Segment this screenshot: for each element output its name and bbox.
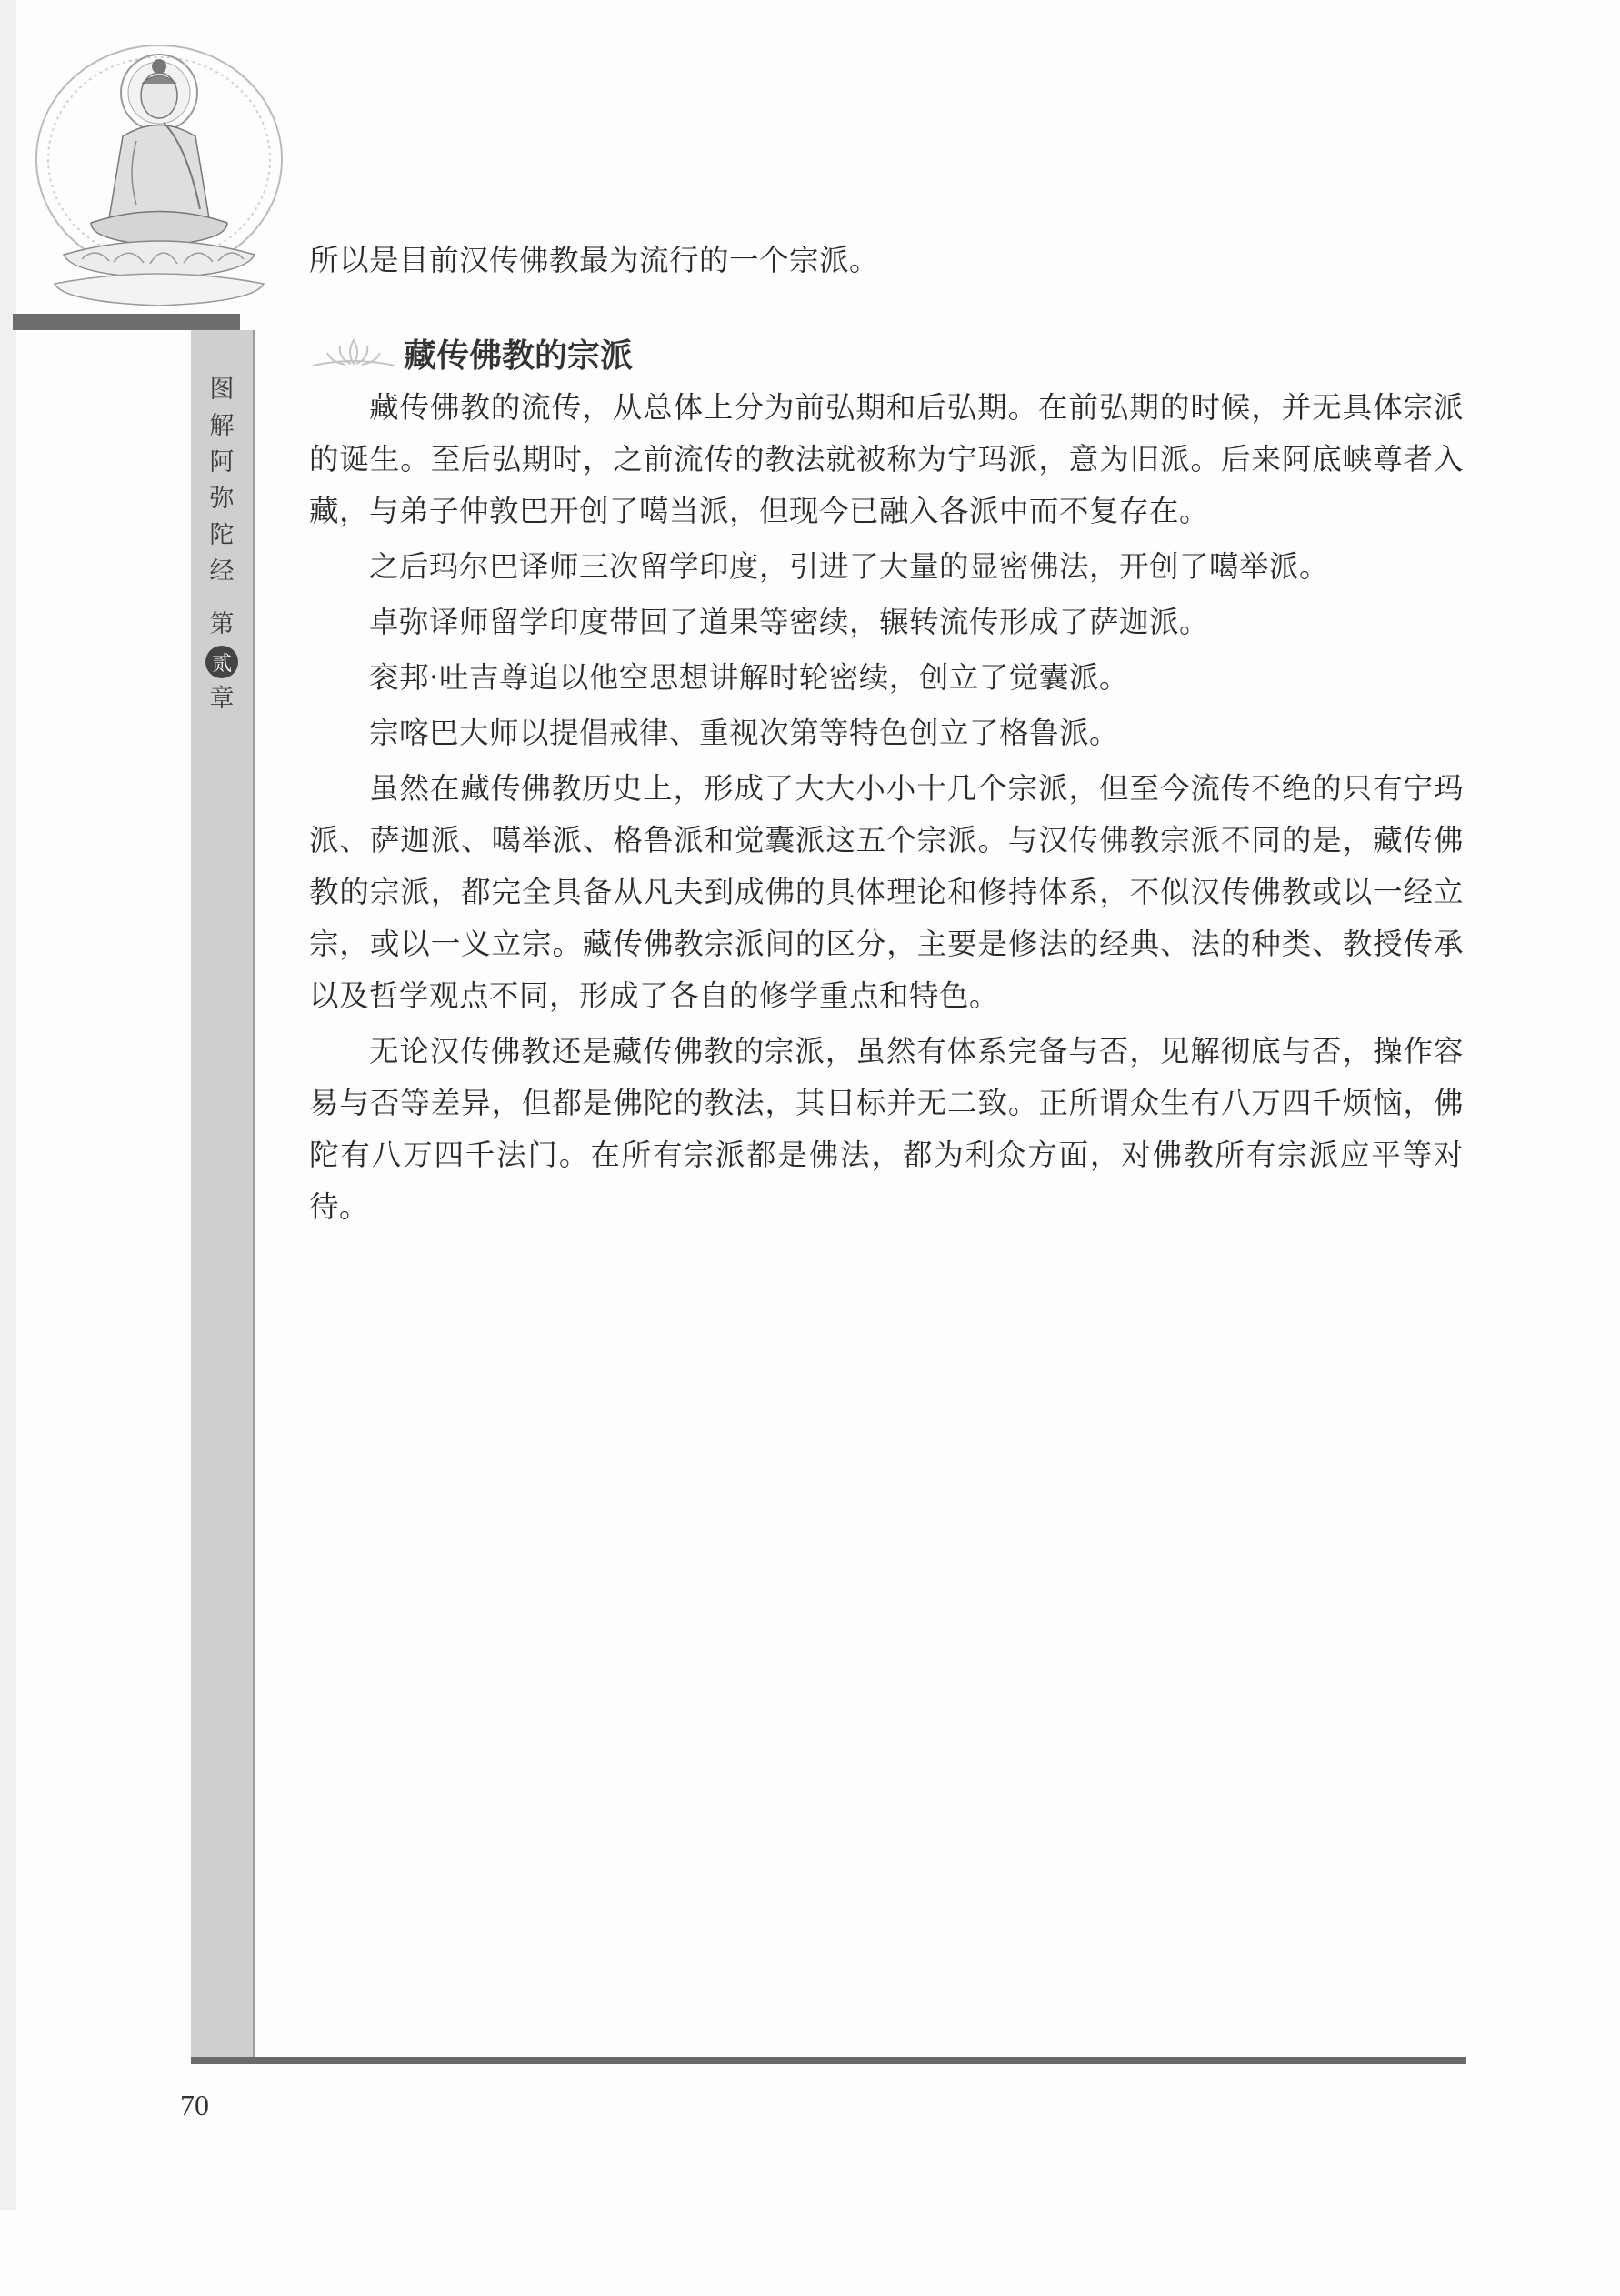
page-edge	[0, 0, 16, 2210]
book-title-char: 图	[209, 376, 235, 404]
chapter-number-badge: 贰	[205, 646, 238, 678]
main-content	[309, 235, 1464, 1233]
paragraph: 藏传佛教的流传，从总体上分为前弘期和后弘期。在前弘期的时候，并无具体宗派的诞生。至后弘期时，之前流传的教法就被称为宁玛派，意为旧派。后来阿底峡尊者入藏，与弟子仲敦巴开创了噶当派，但现今已融入各派中而不复存在。	[309, 390, 1464, 528]
section-heading: 藏传佛教的宗派	[404, 336, 634, 375]
chapter-prefix: 第	[209, 610, 235, 638]
bottom-rule	[191, 2057, 1466, 2064]
book-title-char: 解	[209, 412, 235, 440]
sidebar-label	[191, 372, 253, 717]
paragraph: 宗喀巴大师以提倡戒律、重视次第等特色创立了格鲁派。	[369, 716, 1120, 750]
paragraph: 之后玛尔巴译师三次留学印度，引进了大量的显密佛法，开创了噶举派。	[369, 549, 1330, 584]
page-number: 70	[180, 2089, 209, 2121]
buddha-illustration	[27, 36, 291, 309]
lotus-icon	[304, 335, 404, 371]
book-title-char: 经	[209, 557, 235, 586]
paragraph: 虽然在藏传佛教历史上，形成了大大小小十几个宗派，但至今流传不绝的只有宁玛派、萨迦派、噶举派、格鲁派和觉囊派这五个宗派。与汉传佛教宗派不同的是，藏传佛教的宗派，都完全具备从凡夫到成佛的具体理论和修持体系，不似汉传佛教或以一经立宗，或以一义立宗。藏传佛教宗派间的区分，主要是修法的经典、法的种类、教授传承以及哲学观点不同，形成了各自的修学重点和特色。	[309, 771, 1464, 1013]
book-title-char: 弥	[209, 485, 235, 513]
chapter-sidebar	[191, 330, 255, 2062]
paragraph: 卓弥译师留学印度带回了道果等密续，辗转流传形成了萨迦派。	[369, 605, 1210, 639]
book-title-char: 陀	[209, 521, 235, 549]
intro-line: 所以是目前汉传佛教最为流行的一个宗派。	[309, 243, 880, 277]
paragraph: 无论汉传佛教还是藏传佛教的宗派，虽然有体系完备与否，见解彻底与否，操作容易与否等差异，但都是佛陀的教法，其目标并无二致。正所谓众生有八万四千烦恼，佛陀有八万四千法门。在所有宗派都是佛法，都为利众方面，对佛教所有宗派应平等对待。	[309, 1034, 1464, 1224]
book-title-char: 阿	[209, 448, 235, 476]
top-rule	[13, 314, 240, 330]
paragraph: 衮邦·吐吉尊追以他空思想讲解时轮密续，创立了觉囊派。	[369, 660, 1129, 695]
chapter-suffix: 章	[209, 685, 235, 713]
section-heading-row	[304, 326, 1458, 380]
